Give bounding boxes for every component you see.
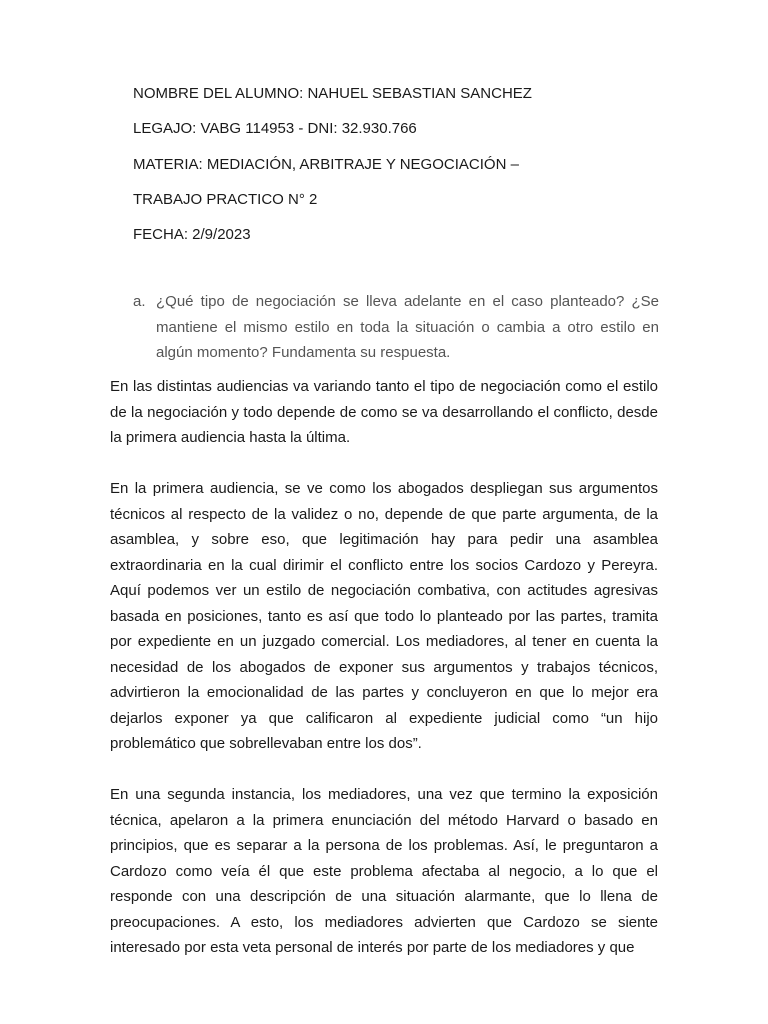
answer-paragraph-1: En las distintas audiencias va variando tanto el tipo de negociación como el estilo de la negociación y todo depende de como se va desarrollando el conflicto, desde la primera audiencia hasta la última. bbox=[110, 378, 658, 446]
question-a bbox=[133, 289, 659, 366]
answer-paragraph-3: En una segunda instancia, los mediadores, una vez que termino la exposición técnica, apelaron a la primera enunciación del método Harvard o basado en principios, que es separar a la persona de los problemas. Así, le preguntaron a Cardozo como veía él que este problema afectaba al negocio, a lo que el responde con una descripción de una situación alarmante, que lo llena de preocupaciones. A esto, los mediadores advierten que Cardozo se siente interesado por esta veta personal de interés por parte de los mediadores y que bbox=[110, 786, 658, 956]
student-name-line: NOMBRE DEL ALUMNO: NAHUEL SEBASTIAN SANCHEZ bbox=[133, 85, 532, 102]
materia-line: MATERIA: MEDIACIÓN, ARBITRAJE Y NEGOCIACIÓN – bbox=[133, 155, 519, 173]
question-text: ¿Qué tipo de negociación se lleva adelante en el caso planteado? ¿Se mantiene el mismo estilo en toda la situación o cambia a otro estilo en algún momento? Fundamenta su respuesta. bbox=[156, 293, 659, 361]
trabajo-line: TRABAJO PRACTICO N° 2 bbox=[133, 190, 318, 208]
answer-paragraph-2: En la primera audiencia, se ve como los abogados despliegan sus argumentos técnicos al respecto de la validez o no, depende de que parte argumenta, de la asamblea, y sobre eso, que legitimación hay para pedir una asamblea extraordinaria en la cual dirimir el conflicto entre los socios Cardozo y Pereyra. Aquí podemos ver un estilo de negociación combativa, con actitudes agresivas basada en posiciones, tanto es así que todo lo planteado por las partes, tramita por expediente en un juzgado comercial. Los mediadores, al tener en cuenta la necesidad de los abogados de exponer sus argumentos y trabajos técnicos, advirtieron la emocionalidad de las partes y concluyeron en que lo mejor era dejarlos exponer ya que calificaron al expediente judicial como “un hijo problemático que sobrellevaban entre los dos”. bbox=[110, 480, 658, 752]
fecha-line: FECHA: 2/9/2023 bbox=[133, 226, 251, 244]
question-marker: a. bbox=[133, 293, 146, 310]
document-header bbox=[133, 84, 693, 260]
legajo-line: LEGAJO: VABG 114953 - DNI: 32.930.766 bbox=[133, 120, 417, 138]
answer-body bbox=[110, 374, 658, 986]
